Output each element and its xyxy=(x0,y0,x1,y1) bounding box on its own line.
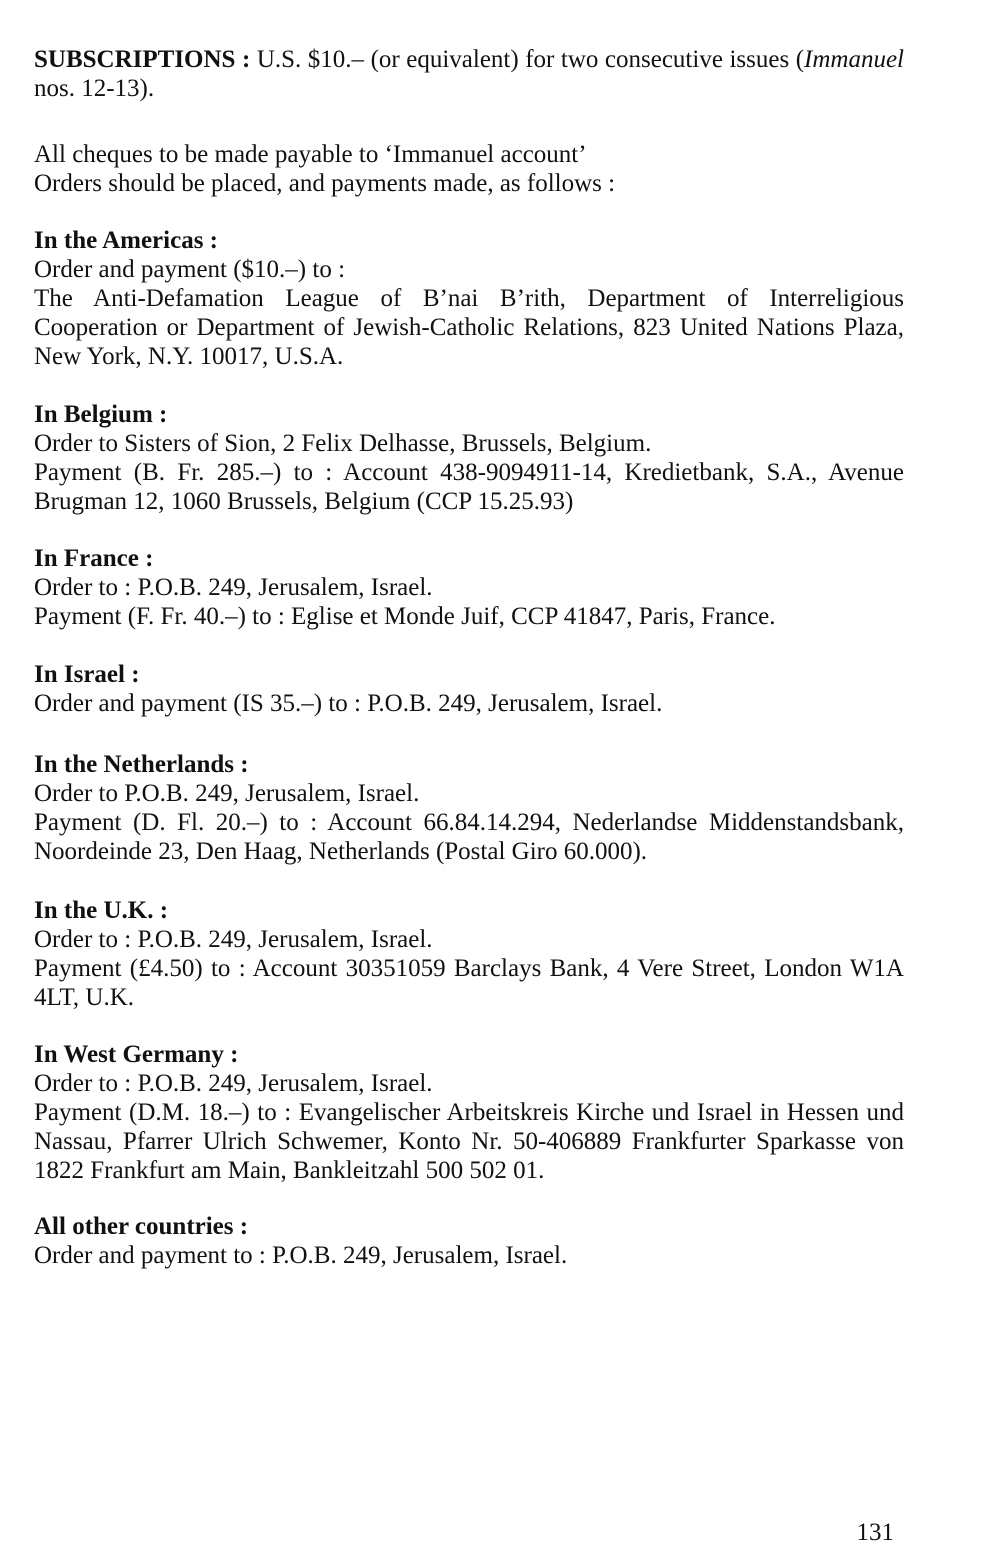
section-heading-uk: In the U.K. : xyxy=(34,897,169,924)
france-payment-line: Payment (F. Fr. 40.–) to : Eglise et Monde Juif, CCP 41847, Paris, France. xyxy=(34,603,776,630)
section-uk xyxy=(34,896,904,1012)
belgium-order-line: Order to Sisters of Sion, 2 Felix Delhasse, Brussels, Belgium. xyxy=(34,430,652,457)
uk-payment-line: Payment (£4.50) to : Account 30351059 Barclays Bank, 4 Vere Street, London W1A 4LT, U.K. xyxy=(34,955,904,1011)
section-netherlands xyxy=(34,750,904,866)
section-heading-israel: In Israel : xyxy=(34,661,140,688)
other-countries-order-line: Order and payment to : P.O.B. 249, Jerusalem, Israel. xyxy=(34,1242,568,1269)
subscriptions-paragraph xyxy=(34,45,904,103)
belgium-payment-line: Payment (B. Fr. 285.–) to : Account 438-9094911-14, Kredietbank, S.A., Avenue Brugman 12, 1060 Brussels, Belgium (CCP 15.25.93) xyxy=(34,459,904,515)
netherlands-order-line: Order to P.O.B. 249, Jerusalem, Israel. xyxy=(34,780,420,807)
section-belgium xyxy=(34,400,904,516)
france-order-line: Order to : P.O.B. 249, Jerusalem, Israel. xyxy=(34,574,433,601)
west-germany-payment-line: Payment (D.M. 18.–) to : Evangelischer Arbeitskreis Kirche und Israel in Hessen und Nassau, Pfarrer Ulrich Schwemer, Konto Nr. 50-406889 Frankfurter Sparkasse von 1822 Frankfurt am Main, Bankleitzahl 500 502 01. xyxy=(34,1099,904,1184)
subscriptions-price-text: U.S. $10.– (or equivalent) for two consecutive issues ( xyxy=(250,46,805,73)
netherlands-payment-line: Payment (D. Fl. 20.–) to : Account 66.84.14.294, Nederlandse Middenstandsbank, Noordeinde 23, Den Haag, Netherlands (Postal Giro 60.000). xyxy=(34,809,904,865)
section-heading-france: In France : xyxy=(34,545,154,572)
section-france xyxy=(34,544,904,631)
section-other-countries xyxy=(34,1212,904,1270)
journal-title: Immanuel xyxy=(804,46,904,73)
subscriptions-issues-text: nos. 12-13). xyxy=(34,75,155,102)
section-israel xyxy=(34,660,904,718)
subscriptions-label: SUBSCRIPTIONS : xyxy=(34,46,251,73)
americas-order-line: Order and payment ($10.–) to : xyxy=(34,256,346,283)
intro-line-orders: Orders should be placed, and payments made, as follows : xyxy=(34,170,616,197)
section-heading-americas: In the Americas : xyxy=(34,227,218,254)
section-heading-belgium: In Belgium : xyxy=(34,401,168,428)
section-heading-netherlands: In the Netherlands : xyxy=(34,751,249,778)
intro-line-cheques: All cheques to be made payable to ‘Immanuel account’ xyxy=(34,141,587,168)
subscriptions-text xyxy=(34,45,904,103)
page-number: 131 xyxy=(856,1519,894,1546)
section-americas xyxy=(34,226,904,371)
americas-address: The Anti-Defamation League of B’nai B’rith, Department of Interreligious Cooperation or Department of Jewish-Catholic Relations, 823 United Nations Plaza, New York, N.Y. 10017, U.S.A. xyxy=(34,285,904,370)
section-heading-other-countries: All other countries : xyxy=(34,1213,249,1240)
section-west-germany xyxy=(34,1040,904,1185)
section-heading-west-germany: In West Germany : xyxy=(34,1041,239,1068)
uk-order-line: Order to : P.O.B. 249, Jerusalem, Israel. xyxy=(34,926,433,953)
west-germany-order-line: Order to : P.O.B. 249, Jerusalem, Israel. xyxy=(34,1070,433,1097)
intro-paragraph xyxy=(34,140,904,198)
israel-order-line: Order and payment (IS 35.–) to : P.O.B. 249, Jerusalem, Israel. xyxy=(34,690,663,717)
